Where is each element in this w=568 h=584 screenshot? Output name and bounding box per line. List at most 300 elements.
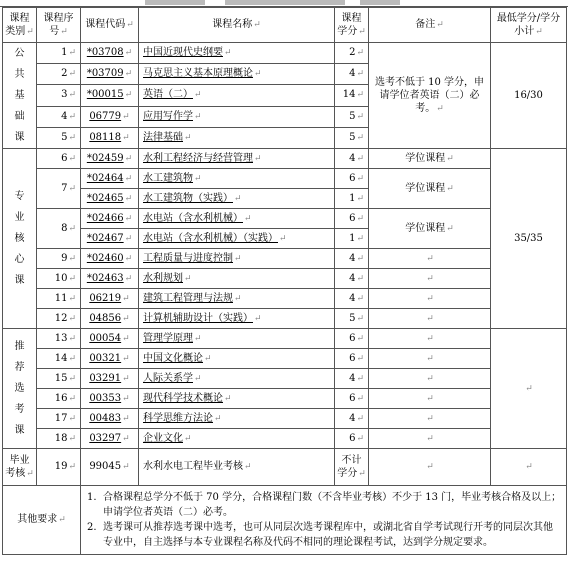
- return-mark: ↵: [194, 90, 202, 101]
- category-char: 公: [14, 48, 25, 59]
- course-code-text: 08118: [89, 131, 122, 143]
- return-mark: ↵: [426, 433, 434, 444]
- return-mark: ↵: [194, 111, 202, 122]
- return-mark: ↵: [358, 468, 366, 479]
- course-seq: [37, 349, 81, 369]
- course-name-text: 英语（二）: [143, 89, 193, 101]
- course-credit-text: 5: [349, 110, 356, 122]
- course-code-text: 06219: [89, 292, 122, 304]
- requirement-number: 1.: [87, 492, 97, 503]
- table-row: [3, 149, 567, 169]
- course-code: [81, 106, 139, 127]
- return-mark: ↵: [124, 273, 133, 284]
- course-seq-text: 3: [61, 89, 68, 101]
- course-seq: [37, 429, 81, 449]
- return-mark: ↵: [194, 173, 202, 184]
- return-mark: ↵: [68, 353, 76, 364]
- return-mark: ↵: [124, 253, 133, 264]
- return-mark: ↵: [68, 90, 76, 101]
- return-mark: ↵: [356, 273, 364, 284]
- course-name: [139, 449, 335, 486]
- course-seq-text: 2: [61, 68, 68, 80]
- table-row: [3, 429, 567, 449]
- header-seq: [37, 8, 81, 43]
- category-char: 考: [14, 404, 25, 415]
- course-credit-text: 6: [349, 172, 356, 184]
- course-code-text: *00015: [86, 89, 124, 101]
- table-row: [3, 289, 567, 309]
- course-code-text: 00321: [89, 352, 122, 364]
- return-mark: ↵: [122, 413, 130, 424]
- course-credit-text: 6: [349, 392, 356, 404]
- header-row: [3, 8, 567, 43]
- course-credit: [335, 409, 369, 429]
- return-mark: ↵: [254, 69, 262, 80]
- course-name-text: 水工建筑物: [143, 172, 193, 184]
- course-name: [139, 189, 335, 209]
- return-mark: ↵: [184, 433, 192, 444]
- course-remark: [369, 209, 491, 249]
- course-seq: [37, 389, 81, 409]
- course-credit: [335, 289, 369, 309]
- course-seq: [37, 409, 81, 429]
- return-mark: ↵: [68, 69, 76, 80]
- course-credit: [335, 127, 369, 148]
- header-min-credit: [491, 8, 567, 43]
- course-seq-text: 14: [54, 352, 68, 364]
- subtotal-public-basic: [491, 43, 567, 149]
- return-mark: ↵: [356, 173, 364, 184]
- course-name-text: 马克思主义基本原理概论: [143, 68, 253, 80]
- course-seq-text: 12: [54, 312, 68, 324]
- course-credit: [335, 249, 369, 269]
- course-name-text: 水工建筑物（实践）: [143, 192, 233, 204]
- course-code: [81, 289, 139, 309]
- header-category: [3, 8, 37, 43]
- table-row: [3, 169, 567, 189]
- return-mark: ↵: [68, 413, 76, 424]
- course-credit: [335, 169, 369, 189]
- return-mark: ↵: [426, 253, 434, 264]
- curriculum-table: [2, 7, 567, 555]
- course-seq-text: 16: [54, 392, 68, 404]
- header-category-text: 课程类别: [5, 12, 30, 37]
- course-code-text: 00054: [89, 332, 122, 344]
- course-code: [81, 329, 139, 349]
- return-mark: ↵: [279, 233, 287, 244]
- course-seq-text: 19: [54, 461, 68, 472]
- course-credit: [335, 329, 369, 349]
- course-seq-text: 4: [61, 110, 68, 122]
- course-code-text: *02460: [86, 252, 124, 264]
- return-mark: ↵: [234, 293, 242, 304]
- course-remark: [369, 369, 491, 389]
- other-requirements-label: [3, 486, 81, 555]
- category-core: [3, 149, 37, 329]
- return-mark: ↵: [234, 253, 242, 264]
- course-name-text: 中国文化概论: [143, 352, 203, 364]
- course-credit: [335, 369, 369, 389]
- return-mark: ↵: [426, 462, 434, 472]
- course-credit: [335, 429, 369, 449]
- course-seq: [37, 169, 81, 209]
- return-mark: ↵: [525, 383, 533, 394]
- return-mark: ↵: [122, 353, 130, 364]
- course-code-text: *02459: [86, 152, 124, 164]
- course-name-text: 应用写作学: [143, 110, 193, 122]
- return-mark: ↵: [68, 132, 76, 143]
- return-mark: ↵: [356, 193, 364, 204]
- table-row: [3, 349, 567, 369]
- course-seq: [37, 149, 81, 169]
- return-mark: ↵: [68, 253, 76, 264]
- return-mark: ↵: [535, 26, 543, 37]
- course-seq: [37, 106, 81, 127]
- course-code: [81, 389, 139, 409]
- course-credit: [335, 189, 369, 209]
- table-row: [3, 389, 567, 409]
- course-code: [81, 369, 139, 389]
- course-name-text: 人际关系学: [143, 372, 193, 384]
- course-name-text: 水电站（含水利机械）: [143, 212, 243, 224]
- return-mark: ↵: [122, 293, 130, 304]
- return-mark: ↵: [244, 213, 252, 224]
- table-row: [3, 43, 567, 64]
- header-remark: [369, 8, 491, 43]
- return-mark: ↵: [234, 193, 242, 204]
- course-seq: [37, 209, 81, 249]
- course-code: [81, 229, 139, 249]
- course-name-text: 中国近现代史纲要: [143, 47, 223, 59]
- return-mark: ↵: [124, 153, 133, 164]
- graduation-row: [3, 449, 567, 486]
- course-remark: [369, 269, 491, 289]
- return-mark: ↵: [68, 183, 76, 194]
- category-char: 课: [14, 425, 25, 436]
- course-remark-text: 学位课程: [405, 152, 446, 164]
- return-mark: ↵: [224, 48, 232, 59]
- course-code: [81, 409, 139, 429]
- course-credit-text: 6: [349, 212, 356, 224]
- course-name: [139, 64, 335, 85]
- return-mark: ↵: [26, 468, 34, 479]
- course-name: [139, 269, 335, 289]
- return-mark: ↵: [122, 393, 130, 404]
- course-remark: [369, 449, 491, 486]
- return-mark: ↵: [124, 213, 133, 224]
- course-code: [81, 429, 139, 449]
- header-code: [81, 8, 139, 43]
- return-mark: ↵: [436, 103, 444, 114]
- course-credit-text: 4: [349, 272, 356, 284]
- return-mark: ↵: [60, 26, 68, 37]
- return-mark: ↵: [244, 462, 252, 472]
- return-mark: ↵: [446, 153, 454, 164]
- category-public-basic: [3, 43, 37, 149]
- course-code-text: 03297: [89, 432, 122, 444]
- course-credit: [335, 85, 369, 106]
- course-seq-text: 17: [54, 412, 68, 424]
- return-mark: ↵: [68, 293, 76, 304]
- return-mark: ↵: [26, 26, 34, 37]
- return-mark: ↵: [356, 213, 364, 224]
- category-char: 专: [14, 191, 25, 202]
- course-credit: [335, 309, 369, 329]
- course-remark: [369, 149, 491, 169]
- course-credit-text: 2: [349, 47, 356, 59]
- course-code-text: *02463: [86, 272, 124, 284]
- course-name: [139, 169, 335, 189]
- course-name: [139, 209, 335, 229]
- course-remark: [369, 429, 491, 449]
- course-code-text: 99045: [89, 461, 122, 472]
- return-mark: ↵: [356, 433, 364, 444]
- return-mark: ↵: [122, 132, 130, 143]
- course-seq-text: 5: [61, 131, 68, 143]
- table-row: [3, 409, 567, 429]
- course-seq: [37, 64, 81, 85]
- course-seq-text: 6: [61, 152, 68, 164]
- return-mark: ↵: [126, 20, 134, 30]
- category-char: 选: [14, 383, 25, 394]
- subtotal-elective: [491, 329, 567, 449]
- course-remark: [369, 289, 491, 309]
- return-mark: ↵: [356, 48, 364, 59]
- course-name-text: 水利水电工程毕业考核: [143, 461, 243, 472]
- requirement-number: 2.: [87, 522, 97, 533]
- course-remark: [369, 389, 491, 409]
- table-row: [3, 269, 567, 289]
- return-mark: ↵: [356, 233, 364, 244]
- return-mark: ↵: [446, 183, 454, 194]
- return-mark: ↵: [68, 373, 76, 384]
- return-mark: ↵: [426, 313, 434, 324]
- category-char: 心: [14, 254, 25, 265]
- course-credit: [335, 43, 369, 64]
- course-code-text: 00353: [89, 392, 122, 404]
- course-seq-text: 8: [61, 222, 68, 234]
- course-credit: [335, 229, 369, 249]
- table-row: [3, 209, 567, 229]
- return-mark: ↵: [426, 293, 434, 304]
- subtotal-public-basic-text: 16/30: [514, 90, 543, 101]
- return-mark: ↵: [68, 333, 76, 344]
- return-mark: ↵: [124, 233, 133, 244]
- course-name-text: 现代科学技术概论: [143, 392, 223, 404]
- course-code-text: 06779: [89, 110, 122, 122]
- return-mark: ↵: [68, 223, 76, 234]
- category-char: 课: [14, 132, 25, 143]
- course-seq-text: 15: [54, 372, 68, 384]
- course-credit-text: 1: [349, 232, 356, 244]
- return-mark: ↵: [68, 393, 76, 404]
- remark-public-basic: [369, 43, 491, 149]
- course-name: [139, 149, 335, 169]
- course-credit-text: 不计学分: [337, 454, 362, 479]
- return-mark: ↵: [356, 90, 364, 101]
- course-code-text: *03709: [86, 68, 124, 80]
- return-mark: ↵: [356, 293, 364, 304]
- course-name: [139, 309, 335, 329]
- course-seq: [37, 449, 81, 486]
- table-row: [3, 249, 567, 269]
- course-name-text: 管理学原理: [143, 332, 193, 344]
- return-mark: ↵: [356, 393, 364, 404]
- return-mark: ↵: [254, 153, 262, 164]
- course-name-text: 水电站（含水利机械）（实践）: [143, 232, 278, 244]
- course-name: [139, 429, 335, 449]
- return-mark: ↵: [426, 273, 434, 284]
- course-credit-text: 14: [342, 89, 356, 101]
- category-char: 核: [14, 233, 25, 244]
- course-remark: [369, 249, 491, 269]
- header-min-credit-text: 最低学分/学分小计: [496, 12, 561, 37]
- course-code: [81, 169, 139, 189]
- return-mark: ↵: [122, 111, 130, 122]
- category-char: 课: [14, 275, 25, 286]
- requirement-item: [87, 520, 562, 550]
- requirement-text: 合格课程总学分不低于 70 学分，合格课程门数（不含毕业考核）不少于 13 门，毕业考核合格及以上；申请学位者英语（二）必考。: [103, 492, 562, 518]
- course-code: [81, 64, 139, 85]
- course-seq-text: 1: [61, 47, 68, 59]
- course-remark: [369, 349, 491, 369]
- course-seq: [37, 309, 81, 329]
- course-seq-text: 13: [54, 332, 68, 344]
- course-code: [81, 449, 139, 486]
- course-seq: [37, 329, 81, 349]
- course-code: [81, 85, 139, 106]
- category-graduation-text: 毕业考核: [5, 454, 30, 479]
- curriculum-table-container: [2, 7, 566, 555]
- course-code-text: *02464: [86, 172, 124, 184]
- course-remark-text: 学位课程: [405, 222, 446, 234]
- course-credit: [335, 64, 369, 85]
- course-name: [139, 85, 335, 106]
- return-mark: ↵: [68, 313, 76, 324]
- category-elective: [3, 329, 37, 449]
- course-credit: [335, 269, 369, 289]
- course-name-text: 计算机辅助设计（实践）: [143, 312, 253, 324]
- course-remark: [369, 329, 491, 349]
- header-credit-text: 课程学分: [337, 12, 362, 37]
- return-mark: ↵: [436, 20, 444, 30]
- course-name-text: 工程质量与进度控制: [143, 252, 233, 264]
- course-credit: [335, 389, 369, 409]
- return-mark: ↵: [426, 333, 434, 344]
- return-mark: ↵: [194, 333, 202, 344]
- return-mark: ↵: [356, 253, 364, 264]
- requirement-item: [87, 490, 562, 520]
- course-credit-text: 4: [349, 412, 356, 424]
- table-row: [3, 329, 567, 349]
- header-code-text: 课程代码: [85, 19, 126, 30]
- course-code: [81, 349, 139, 369]
- header-credit: [335, 8, 369, 43]
- requirement-text: 选考课可从推荐选考课中选考，也可从同层次选考课程库中，或湖北省自学考试现行开考的同层次其他专业中，自主选择与本专业课程名称及代码不相同的理论课程考试，达到学分规定要求。: [103, 522, 553, 548]
- course-name-text: 水利工程经济与经营管理: [143, 152, 253, 164]
- course-seq-text: 11: [54, 292, 68, 304]
- course-credit-text: 4: [349, 68, 356, 80]
- course-code: [81, 269, 139, 289]
- header-seq-text: 课程序号: [43, 12, 74, 37]
- category-char: 基: [14, 90, 25, 101]
- category-char: 推: [14, 341, 25, 352]
- course-credit: [335, 209, 369, 229]
- course-name-text: 建筑工程管理与法规: [143, 292, 233, 304]
- course-code: [81, 309, 139, 329]
- course-remark-text: 学位课程: [405, 182, 446, 194]
- course-seq-text: 18: [54, 432, 68, 444]
- course-name: [139, 349, 335, 369]
- return-mark: ↵: [122, 433, 130, 444]
- course-credit-text: 4: [349, 252, 356, 264]
- course-code-text: 04856: [89, 312, 122, 324]
- return-mark: ↵: [356, 69, 364, 80]
- return-mark: ↵: [124, 193, 133, 204]
- course-name: [139, 329, 335, 349]
- return-mark: ↵: [184, 273, 192, 284]
- course-credit-text: 4: [349, 372, 356, 384]
- course-credit-text: 6: [349, 432, 356, 444]
- course-name: [139, 43, 335, 64]
- return-mark: ↵: [356, 313, 364, 324]
- return-mark: ↵: [426, 413, 434, 424]
- course-code: [81, 249, 139, 269]
- course-name: [139, 127, 335, 148]
- course-code-text: *03708: [86, 47, 124, 59]
- course-name-text: 法律基础: [143, 131, 183, 143]
- return-mark: ↵: [124, 48, 133, 59]
- table-row: [3, 309, 567, 329]
- return-mark: ↵: [224, 393, 232, 404]
- other-requirements-list: [81, 486, 567, 555]
- return-mark: ↵: [122, 313, 130, 324]
- course-name: [139, 106, 335, 127]
- return-mark: ↵: [426, 353, 434, 364]
- course-name: [139, 289, 335, 309]
- return-mark: ↵: [356, 353, 364, 364]
- course-credit: [335, 106, 369, 127]
- course-code: [81, 209, 139, 229]
- course-name: [139, 229, 335, 249]
- course-remark: [369, 309, 491, 329]
- course-remark: [369, 169, 491, 209]
- return-mark: ↵: [184, 132, 192, 143]
- return-mark: ↵: [356, 132, 364, 143]
- other-requirements-row: [3, 486, 567, 555]
- course-seq: [37, 85, 81, 106]
- return-mark: ↵: [124, 90, 133, 101]
- course-credit-text: 5: [349, 312, 356, 324]
- return-mark: ↵: [525, 462, 533, 472]
- header-name: [139, 8, 335, 43]
- return-mark: ↵: [426, 393, 434, 404]
- course-credit: [335, 449, 369, 486]
- category-char: 荐: [14, 362, 25, 373]
- category-char: 础: [14, 111, 25, 122]
- return-mark: ↵: [356, 333, 364, 344]
- course-credit-text: 1: [349, 192, 356, 204]
- return-mark: ↵: [204, 353, 212, 364]
- category-graduation: [3, 449, 37, 486]
- return-mark: ↵: [122, 462, 130, 472]
- course-code-text: 03291: [89, 372, 122, 384]
- course-code: [81, 43, 139, 64]
- return-mark: ↵: [356, 153, 364, 164]
- course-name: [139, 369, 335, 389]
- course-code-text: *02465: [86, 192, 124, 204]
- category-char: 共: [14, 69, 25, 80]
